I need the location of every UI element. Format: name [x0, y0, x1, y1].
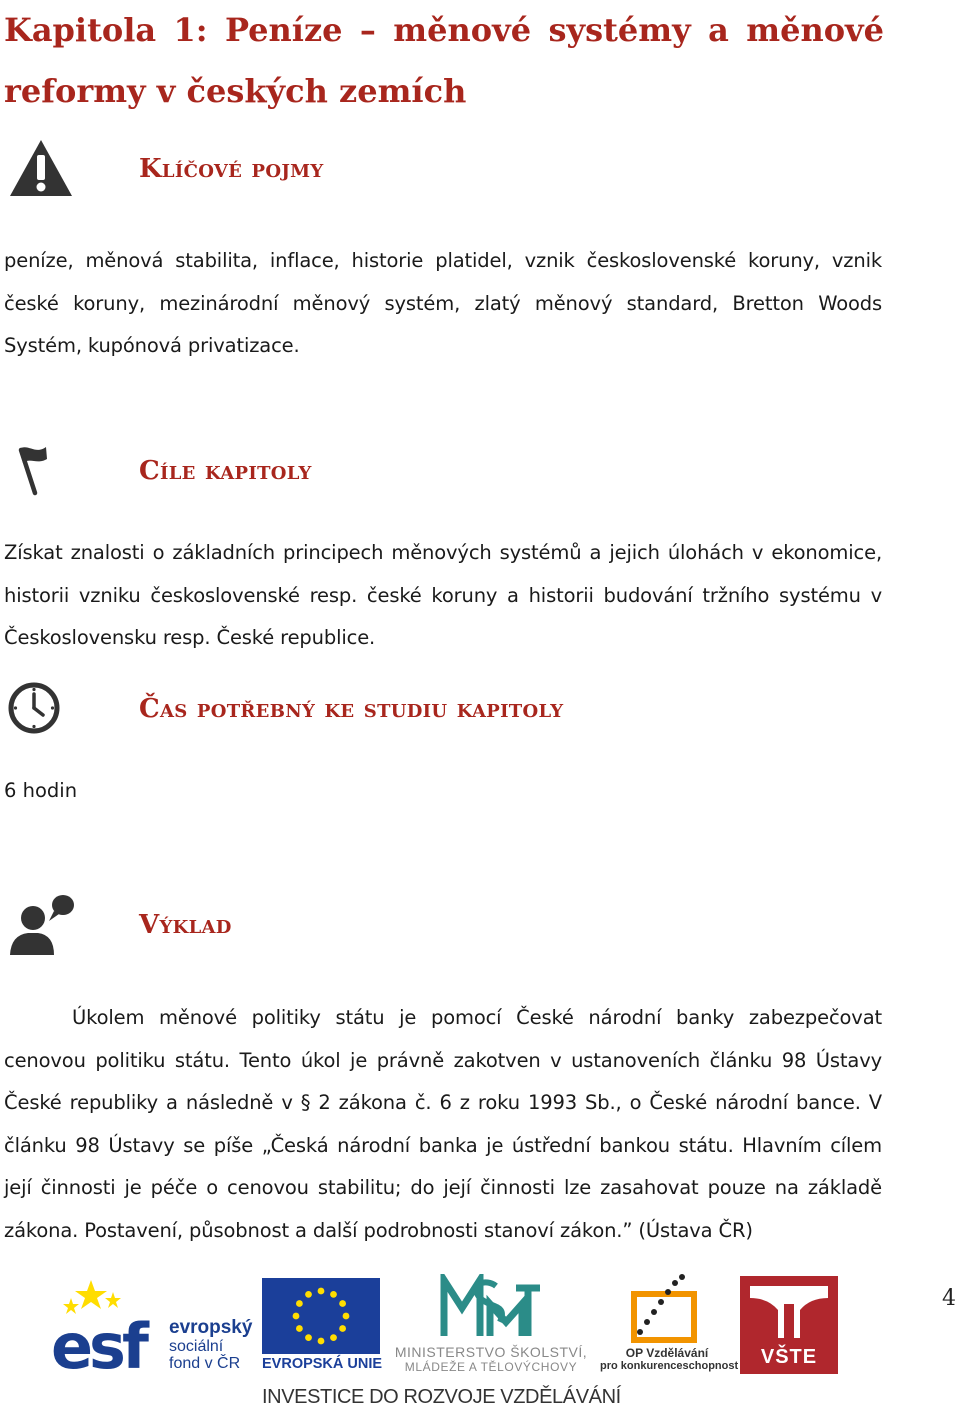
esf-logo	[51, 1276, 251, 1372]
chapter-title: Kapitola 1: Peníze – měnové systémy a měnové reformy v českých zemích	[4, 11, 884, 110]
time-heading: Čas potřebný ke studiu kapitoly	[139, 694, 564, 724]
time-text: 6 hodin	[4, 779, 78, 802]
goals-text: Získat znalosti o základních principech měnových systémů a jejich úlohách v ekonomice, historii vzniku československé resp. české koruny a historii budování tržního systému v Československu resp. České republice.	[4, 541, 882, 649]
msmt-line1: MINISTERSTVO ŠKOLSTVÍ,	[394, 1344, 588, 1360]
msmt-line2: MLÁDEŽE A TĚLOVÝCHOVY	[404, 1360, 578, 1374]
msmt-mark	[388, 1274, 594, 1344]
lecture-heading: Výklad	[139, 910, 232, 940]
page-number: 4	[942, 1286, 956, 1311]
eu-label: EVROPSKÁ UNIE	[262, 1356, 383, 1372]
esf-line3: fond v ČR	[169, 1355, 241, 1372]
op-mark	[600, 1274, 734, 1344]
esf-line1: evropský	[169, 1317, 253, 1338]
flag-icon	[8, 441, 62, 497]
svg-text:esf: esf	[51, 1310, 145, 1372]
msmt-logo	[388, 1274, 594, 1376]
key-terms-heading: Klíčové pojmy	[139, 154, 324, 184]
clock-icon	[7, 681, 61, 735]
op-line2: pro konkurenceschopnost	[600, 1360, 739, 1372]
key-terms-text: peníze, měnová stabilita, inflace, historie platidel, vznik československé koruny, vznik české koruny, mezinárodní měnový systém, zlatý měnový standard, Bretton Woods Systém, kupónová privatizace.	[4, 249, 882, 357]
esf-line2: sociální	[169, 1338, 224, 1355]
op-logo	[600, 1274, 739, 1374]
vste-logo	[740, 1276, 838, 1374]
warning-icon	[8, 137, 74, 199]
eu-logo	[262, 1278, 382, 1374]
goals-heading: Cíle kapitoly	[139, 456, 312, 486]
vste-mark	[740, 1276, 838, 1346]
eu-flag	[262, 1278, 380, 1354]
vste-label: VŠTE	[760, 1346, 818, 1368]
footer-tagline: INVESTICE DO ROZVOJE VZDĚLÁVÁNÍ	[262, 1386, 621, 1408]
lecture-text: Úkolem měnové politiky státu je pomocí České národní banky zabezpečovat cenovou politiku státu. Tento úkol je právně zakotven v ustanoveních článku 98 Ústavy České republiky a následně v § 2 zákona č. 6 z roku 1993 Sb., o České národní bance. V článku 98 Ústavy se píše „Česká národní banka je ústřední bankou státu. Hlavním cílem její činnosti je péče o cenovou stabilitu; do její činnosti lze zasahovat pouze na základě zákona. Postavení, působnost a další podrobnosti stanoví zákon.” (Ústava ČR)	[4, 1006, 882, 1242]
esf-mark	[51, 1276, 163, 1372]
op-line1: OP Vzdělávání	[625, 1346, 709, 1360]
speaker-icon	[8, 891, 76, 957]
